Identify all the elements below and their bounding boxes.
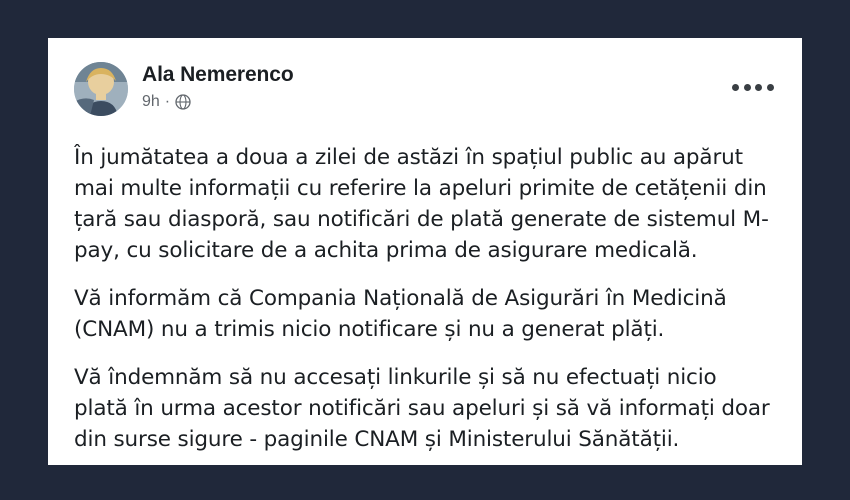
post-header-text [142, 60, 294, 111]
post-author-name[interactable]: Ala Nemerenco [142, 63, 294, 86]
facebook-post-card [48, 38, 802, 465]
post-timestamp[interactable]: 9h [142, 93, 160, 110]
post-paragraph: În jumătatea a doua a zilei de astăzi în spațiul public au apărut mai multe informații cu referire la apeluri primite de cetățenii din țară sau diasporă, sau notificări de plată generate de sistemul M-pay, cu solicitare de a achita prima de asigurare medicală. [74, 145, 769, 263]
more-dot [732, 84, 739, 91]
post-paragraph: Vă informăm că Compania Națională de Asigurări în Medicină (CNAM) nu a trimis nicio notificare și nu a generat plăți. [74, 286, 727, 342]
more-dot [767, 84, 774, 91]
meta-separator: · [164, 93, 171, 110]
more-dot [755, 84, 762, 91]
avatar[interactable] [74, 62, 128, 116]
post-header [74, 60, 776, 122]
more-options-icon[interactable] [732, 76, 774, 98]
post-meta [142, 93, 294, 111]
post-paragraph: Vă îndemnăm să nu accesați linkurile și să nu efectuați nicio plată în urma acestor notificări sau apeluri și să vă informați doar din surse sigure - paginile CNAM și Ministerului Sănătății. [74, 365, 770, 452]
globe-icon[interactable] [175, 94, 191, 110]
more-dot [744, 84, 751, 91]
post-body [74, 142, 776, 455]
